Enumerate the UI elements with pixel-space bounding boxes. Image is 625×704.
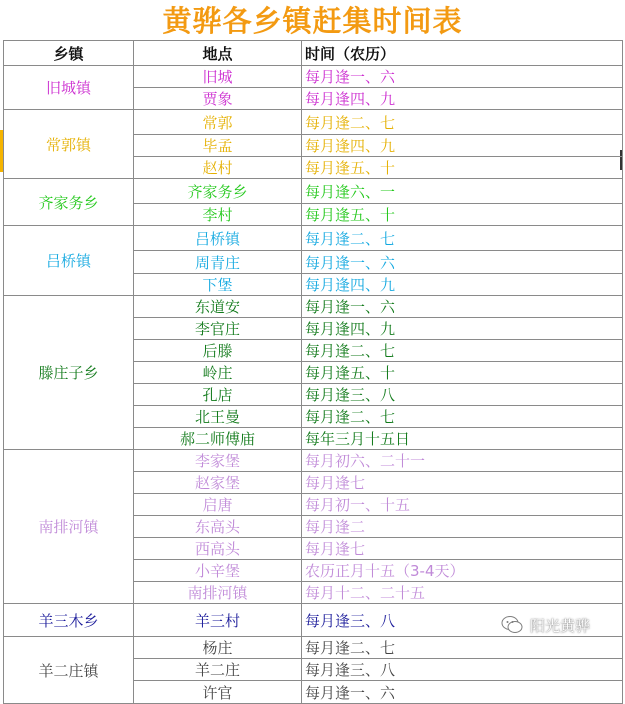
header-time: 时间（农历） xyxy=(302,41,623,66)
place-cell: 南排河镇 xyxy=(134,582,302,604)
place-cell: 东道安 xyxy=(134,296,302,318)
watermark xyxy=(500,608,625,642)
place-cell: 常郭 xyxy=(134,110,302,135)
place-cell: 赵家堡 xyxy=(134,472,302,494)
schedule-table xyxy=(3,40,623,704)
time-cell: 每月逢二、七 xyxy=(302,637,623,659)
table-row xyxy=(4,450,623,472)
time-cell: 每月逢一、六 xyxy=(302,66,623,88)
place-cell: 东高头 xyxy=(134,516,302,538)
table-row xyxy=(4,110,623,135)
header-row xyxy=(4,41,623,66)
time-cell: 每月逢四、九 xyxy=(302,135,623,157)
place-cell: 毕孟 xyxy=(134,135,302,157)
place-cell: 北王曼 xyxy=(134,406,302,428)
time-cell: 每月逢二、七 xyxy=(302,226,623,251)
table-row xyxy=(4,179,623,204)
time-cell: 每月逢七 xyxy=(302,538,623,560)
place-cell: 齐家务乡 xyxy=(134,179,302,204)
time-cell: 每月逢一、六 xyxy=(302,681,623,704)
place-cell: 贾象 xyxy=(134,88,302,110)
time-cell: 每月逢四、九 xyxy=(302,274,623,296)
time-cell: 每月逢四、九 xyxy=(302,88,623,110)
place-cell: 下堡 xyxy=(134,274,302,296)
place-cell: 李家堡 xyxy=(134,450,302,472)
time-cell: 每月十二、二十五 xyxy=(302,582,623,604)
place-cell: 羊三村 xyxy=(134,604,302,637)
header-town: 乡镇 xyxy=(4,41,134,66)
watermark-text: 阳光黄骅 xyxy=(530,616,591,635)
table-row xyxy=(4,66,623,88)
time-cell: 每月逢二、七 xyxy=(302,406,623,428)
place-cell: 羊二庄 xyxy=(134,659,302,681)
time-cell: 每月初一、十五 xyxy=(302,494,623,516)
header-place: 地点 xyxy=(134,41,302,66)
place-cell: 吕桥镇 xyxy=(134,226,302,251)
time-cell: 每月逢六、一 xyxy=(302,179,623,204)
time-cell: 每月逢一、六 xyxy=(302,251,623,274)
table-row xyxy=(4,226,623,251)
time-cell: 每月逢一、六 xyxy=(302,296,623,318)
time-cell: 每年三月十五日 xyxy=(302,428,623,450)
place-cell: 许官 xyxy=(134,681,302,704)
table-row xyxy=(4,296,623,318)
town-cell: 羊二庄镇 xyxy=(4,637,134,704)
place-cell: 岭庄 xyxy=(134,362,302,384)
place-cell: 周青庄 xyxy=(134,251,302,274)
place-cell: 小辛堡 xyxy=(134,560,302,582)
town-cell: 齐家务乡 xyxy=(4,179,134,226)
place-cell: 启唐 xyxy=(134,494,302,516)
place-cell: 郝二师傅庙 xyxy=(134,428,302,450)
town-cell: 常郭镇 xyxy=(4,110,134,179)
wechat-icon xyxy=(500,613,524,637)
town-cell: 吕桥镇 xyxy=(4,226,134,296)
town-cell: 南排河镇 xyxy=(4,450,134,604)
place-cell: 李村 xyxy=(134,204,302,226)
town-cell: 滕庄子乡 xyxy=(4,296,134,450)
place-cell: 后滕 xyxy=(134,340,302,362)
time-cell: 每月逢七 xyxy=(302,472,623,494)
place-cell: 赵村 xyxy=(134,157,302,179)
time-cell: 每月逢五、十 xyxy=(302,157,623,179)
page-title: 黄骅各乡镇赶集时间表 xyxy=(162,4,463,38)
time-cell: 每月逢三、八 xyxy=(302,659,623,681)
time-cell: 每月逢三、八 xyxy=(302,604,623,637)
time-cell: 每月逢四、九 xyxy=(302,318,623,340)
place-cell: 西高头 xyxy=(134,538,302,560)
place-cell: 孔店 xyxy=(134,384,302,406)
time-cell: 每月逢二 xyxy=(302,516,623,538)
time-cell: 每月逢五、十 xyxy=(302,204,623,226)
time-cell: 每月逢二、七 xyxy=(302,340,623,362)
time-cell: 每月逢五、十 xyxy=(302,362,623,384)
time-cell: 每月初六、二十一 xyxy=(302,450,623,472)
time-cell: 农历正月十五（3-4天） xyxy=(302,560,623,582)
town-cell: 旧城镇 xyxy=(4,66,134,110)
place-cell: 旧城 xyxy=(134,66,302,88)
time-cell: 每月逢三、八 xyxy=(302,384,623,406)
place-cell: 李官庄 xyxy=(134,318,302,340)
town-cell: 羊三木乡 xyxy=(4,604,134,637)
time-cell: 每月逢二、七 xyxy=(302,110,623,135)
place-cell: 杨庄 xyxy=(134,637,302,659)
